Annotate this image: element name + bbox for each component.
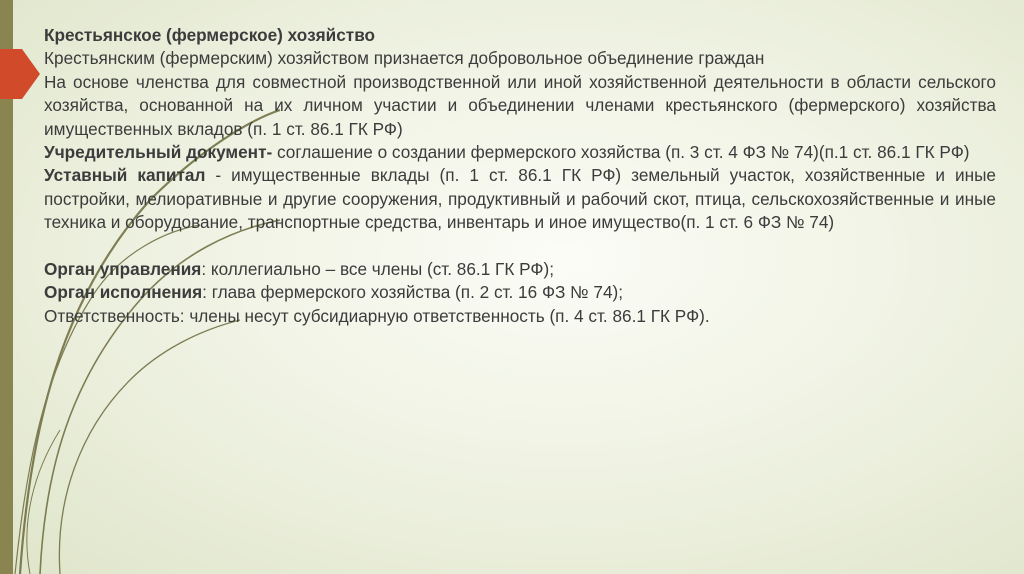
charter-capital-label: Уставный капитал <box>44 165 206 186</box>
executive-body <box>44 281 996 304</box>
founding-document-label: Учредительный документ- <box>44 142 273 163</box>
definition-line-2: На основе членства для совместной производственной или иной хозяйственной деятельности в области сельского хозяйства, основанной на их личном участии и объединении членами крестьянского (фермерского) хозяйства имущественных вкладов (п. 1 ст. 86.1 ГК РФ) <box>44 71 996 139</box>
slide-content <box>44 24 996 328</box>
management-body-text: : коллегиально – все члены (ст. 86.1 ГК РФ); <box>201 259 554 280</box>
definition-line-1: Крестьянским (фермерским) хозяйством признается добровольное объединение граждан <box>44 48 765 69</box>
executive-body-label: Орган исполнения <box>44 282 203 303</box>
red-arrow-marker <box>0 49 40 99</box>
founding-document-text: соглашение о создании фермерского хозяйства (п. 3 ст. 4 ФЗ № 74)(п.1 ст. 86.1 ГК РФ) <box>272 142 970 163</box>
charter-capital-text: - имущественные вклады (п. 1 ст. 86.1 ГК РФ) земельный участок, хозяйственные и иные постройки, мелиоративные и другие сооружения, продуктивный и рабочий скот, птица, сельскохозяйственные и иные техника и оборудование, транспортные средства, инвентарь и иное имущество(п. 1 ст. 6 ФЗ № 74) <box>44 165 996 233</box>
executive-body-text: : глава фермерского хозяйства (п. 2 ст. 16 ФЗ № 74); <box>202 282 624 303</box>
slide-title: Крестьянское (фермерское) хозяйство <box>44 25 376 45</box>
charter-capital <box>44 164 996 234</box>
management-body <box>44 258 996 281</box>
management-body-label: Орган управления <box>44 259 202 280</box>
spacer <box>44 235 996 258</box>
liability: Ответственность: члены несут субсидиарную ответственность (п. 4 ст. 86.1 ГК РФ). <box>44 305 710 326</box>
founding-document <box>44 141 996 164</box>
